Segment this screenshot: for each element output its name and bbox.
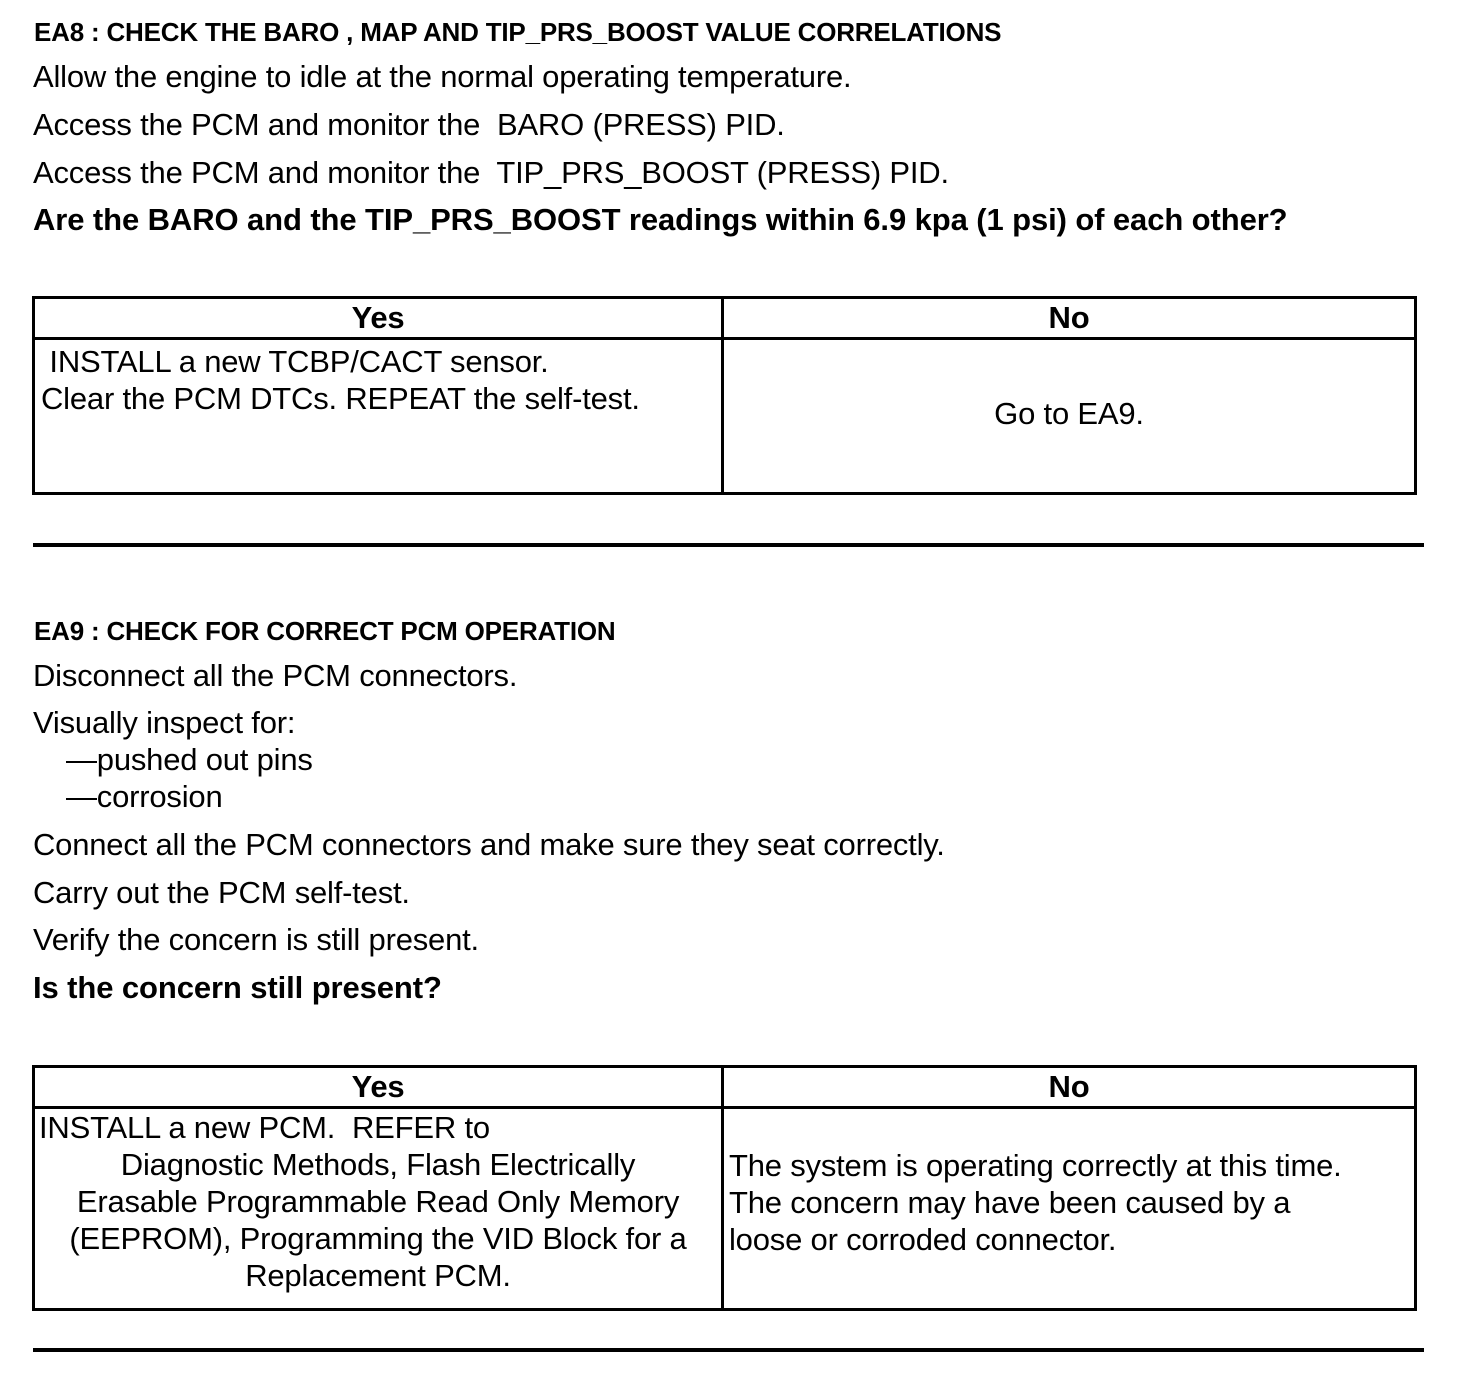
ea8-heading: EA8 : CHECK THE BARO , MAP AND TIP_PRS_BOOST VALUE CORRELATIONS — [34, 17, 1002, 47]
ea8-no-cell — [723, 339, 1416, 494]
ea9-step-5: Verify the concern is still present. — [33, 922, 479, 957]
ea9-inspect-item-1: —pushed out pins — [66, 742, 313, 777]
ea9-yes-line-2: Diagnostic Methods, Flash Electrically — [120, 1147, 636, 1182]
ea8-yes-cell — [34, 339, 723, 494]
ea8-no-text: Go to EA9. — [994, 396, 1144, 431]
ea9-no-header: No — [723, 1067, 1416, 1108]
ea9-question: Is the concern still present? — [33, 970, 442, 1005]
ea9-yes-line-5: Replacement PCM. — [245, 1258, 511, 1293]
ea9-yes-line-4: (EEPROM), Programming the VID Block for a — [69, 1221, 687, 1256]
ea8-step-3: Access the PCM and monitor the TIP_PRS_BOOST (PRESS) PID. — [33, 155, 949, 190]
ea9-yes-line-1: INSTALL a new PCM. REFER to — [39, 1110, 490, 1145]
ea9-step-4: Carry out the PCM self-test. — [33, 875, 410, 910]
ea9-no-line-3: loose or corroded connector. — [729, 1222, 1117, 1257]
ea9-step-2: Visually inspect for: — [33, 705, 296, 740]
ea8-yes-header: Yes — [34, 298, 723, 339]
ea9-step-1: Disconnect all the PCM connectors. — [33, 658, 518, 693]
section-divider — [33, 543, 1424, 547]
ea9-decision-table — [32, 1065, 1417, 1311]
ea9-no-line-2: The concern may have been caused by a — [729, 1185, 1291, 1220]
ea9-yes-cell — [34, 1108, 723, 1310]
ea8-yes-line-2: Clear the PCM DTCs. REPEAT the self-test. — [41, 381, 640, 416]
ea9-no-cell — [723, 1108, 1416, 1310]
ea9-yes-line-3: Erasable Programmable Read Only Memory — [76, 1184, 680, 1219]
ea9-no-line-1: The system is operating correctly at this time. — [729, 1148, 1342, 1183]
ea9-heading: EA9 : CHECK FOR CORRECT PCM OPERATION — [34, 616, 616, 646]
ea8-question: Are the BARO and the TIP_PRS_BOOST readings within 6.9 kpa (1 psi) of each other? — [33, 202, 1288, 237]
ea9-yes-header: Yes — [34, 1067, 723, 1108]
ea9-step-3: Connect all the PCM connectors and make sure they seat correctly. — [33, 827, 945, 862]
bottom-divider — [33, 1348, 1424, 1352]
ea8-step-1: Allow the engine to idle at the normal operating temperature. — [33, 59, 852, 94]
ea9-inspect-item-2: —corrosion — [66, 779, 223, 814]
ea8-step-2: Access the PCM and monitor the BARO (PRESS) PID. — [33, 107, 785, 142]
ea8-yes-line-1: INSTALL a new TCBP/CACT sensor. — [41, 344, 549, 379]
ea8-decision-table — [32, 296, 1417, 495]
ea8-no-header: No — [723, 298, 1416, 339]
